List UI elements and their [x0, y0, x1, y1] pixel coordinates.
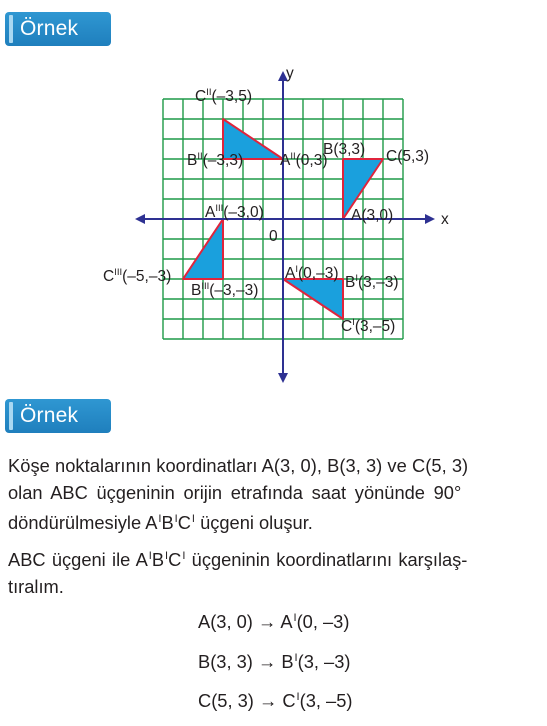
text-line: olan ABC üçgeninin orijin etrafında saat yönünde 90°	[8, 482, 462, 503]
equation-a: A(3, $0) \to A^I(0$, –3)	[198, 611, 350, 632]
point-label-b: B(3,3)	[323, 141, 366, 158]
point-label-a1: $A^I(0,-3)$	[285, 264, 339, 282]
point-label-c2: $C^{II}(-3,5)$	[195, 87, 252, 105]
point-label-c1: $C^I(3,-5)$	[341, 317, 396, 335]
x-arrow-left-icon	[135, 214, 145, 224]
point-label-b2: $B^{II}(-3,3)$	[187, 151, 244, 169]
text-line: döndürülmesiyle $A^IB^IC^I$ üçgeni oluşur.	[8, 512, 313, 533]
badge-strip	[9, 402, 13, 430]
y-arrow-down-icon	[278, 373, 288, 383]
point-label-b1: $B^I(3,-3)$	[345, 273, 399, 291]
point-label-c: C(5,3)	[386, 148, 430, 165]
origin-label: 0	[269, 228, 278, 245]
point-label-c3: $C^{III}(-5,-3)$	[103, 267, 172, 285]
point-label-b3: $B^{III}(-3,-3)$	[191, 281, 259, 299]
x-axis-label: x	[441, 211, 449, 228]
point-label-a2: $A^{II}(0,3)$	[280, 151, 328, 169]
badge-label: Örnek	[20, 404, 79, 427]
point-label-a3: $A^{III}(-3,0)$	[205, 203, 264, 221]
badge-strip	[9, 15, 13, 43]
example-badge-2	[5, 399, 111, 433]
y-axis-label: y	[286, 65, 294, 82]
text-line: ABC üçgeni ile $A^IB^IC^I$ üçgeninin koordinatlarını karşılaş-	[8, 549, 468, 570]
text-line: Köşe noktalarının koordinatları A(3, 0), B(3, 3) ve C(5, 3)	[8, 455, 469, 476]
rotation-graph	[0, 50, 547, 385]
text-line: tıralım.	[8, 576, 64, 597]
paragraph-2	[8, 543, 538, 600]
equation-c: C(5, $3) \to C^I(3$, –5)	[198, 690, 353, 711]
equation-b: B(3, $3) \to B^I(3$, –3)	[198, 651, 351, 672]
paragraph-1	[8, 452, 538, 536]
point-label-a: A(3,0)	[351, 207, 394, 224]
example-badge	[5, 12, 111, 46]
x-arrow-right-icon	[425, 214, 435, 224]
point-labels	[103, 65, 449, 335]
badge-label: Örnek	[20, 17, 79, 40]
axes	[135, 71, 435, 383]
